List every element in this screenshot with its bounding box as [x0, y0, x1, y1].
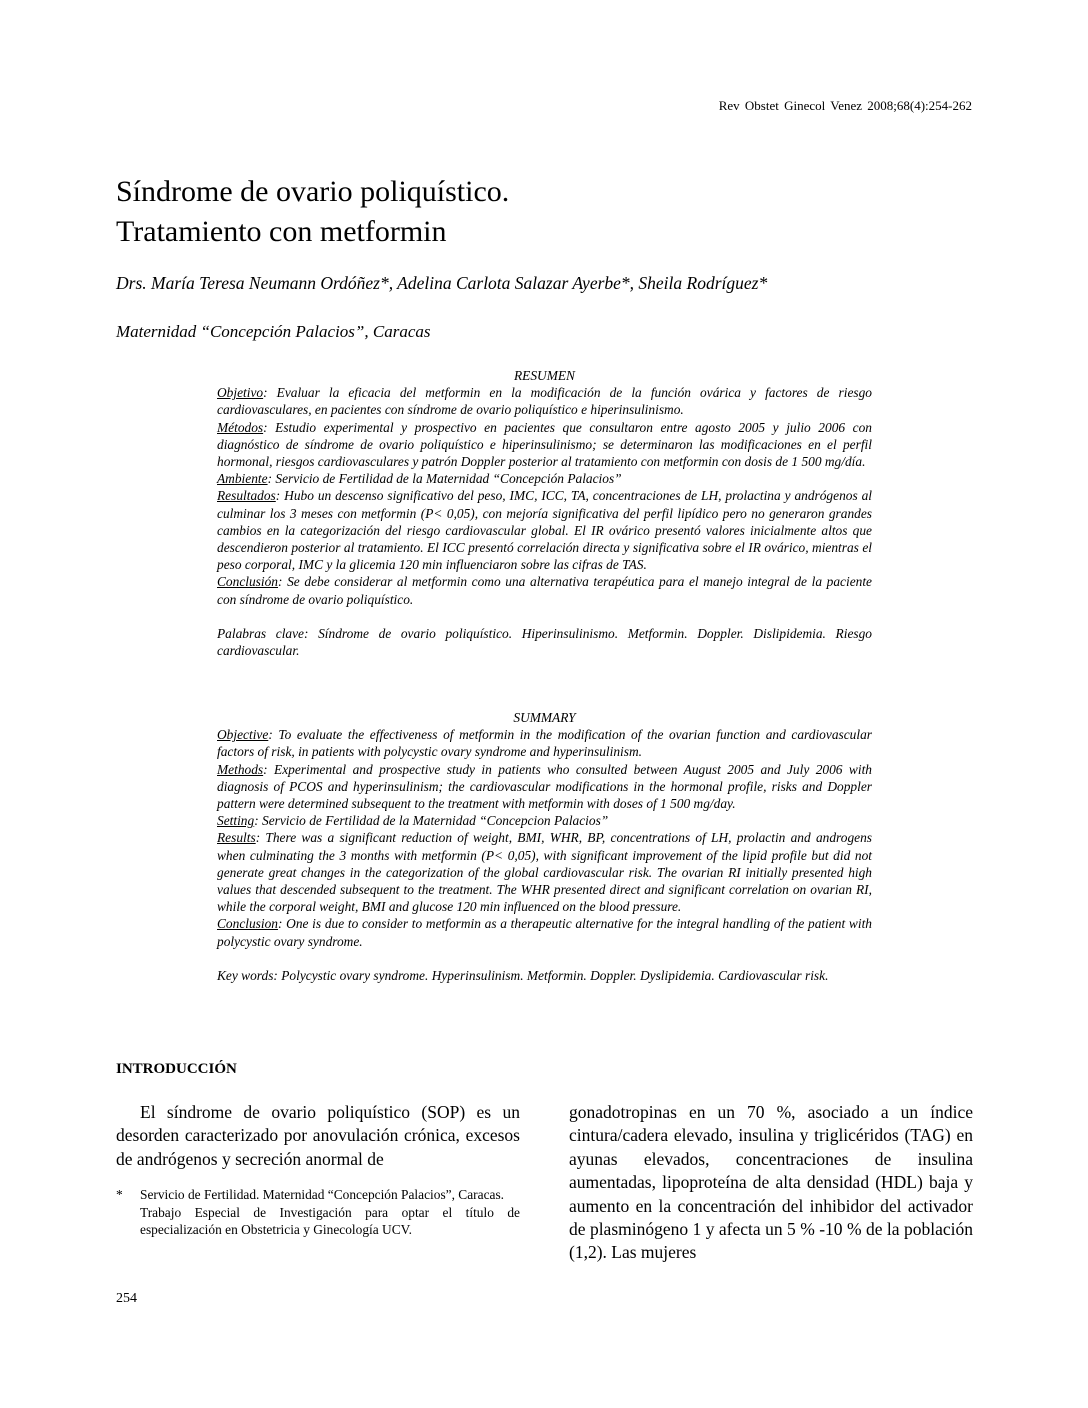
key-words: Key words: Polycystic ovary syndrome. Hyperinsulinism. Metformin. Doppler. Dyslipidemia. Cardiovascular risk.	[217, 967, 829, 983]
resumen-heading: RESUMEN	[514, 368, 575, 383]
introduction-heading: INTRODUCCIÓN	[116, 1061, 237, 1077]
footnote-line-2: Trabajo Especial de Investigación para optar el título de especialización en Obstetricia y Ginecología UCV.	[140, 1204, 520, 1237]
resumen-conclusion	[217, 573, 872, 607]
resultados-text: : Hubo un descenso significativo del peso, IMC, ICC, TA, concentraciones de LH, prolactina y andrógenos al culminar los 3 meses con metformin (P< 0,05), con mejoría significativa del perfil lipídico pero no generaron grandes cambios en la categorización del riesgo cardiovascular global. El IR ovárico presentó valores inicialmente altos que descendieron posterior al tratamiento. El ICC presentó correlación directa y significativa sobre el IR ovárico, mientras el peso corporal, IMC y la glicemia 120 min influenciaron sobre las cifras de TAS.	[217, 488, 872, 573]
resultados-label: Resultados	[217, 488, 276, 504]
resumen-ambiente	[217, 470, 872, 487]
affiliation: Maternidad “Concepción Palacios”, Caracas	[116, 322, 431, 341]
resumen-objetivo	[217, 384, 872, 418]
journal-reference: Rev Obstet Ginecol Venez 2008;68(4):254-262	[718, 98, 972, 113]
results-label: Results	[217, 830, 256, 846]
ambiente-label: Ambiente	[217, 471, 268, 487]
ambiente-text: : Servicio de Fertilidad de la Maternidad “Concepción Palacios”	[267, 471, 622, 487]
palabras-clave: Palabras clave: Síndrome de ovario poliquístico. Hiperinsulinismo. Metformin. Doppler. Dislipidemia. Riesgo cardiovascular.	[217, 625, 872, 659]
conclusion-label-en: Conclusion	[217, 916, 279, 932]
metodos-label: Métodos	[217, 419, 264, 435]
objective-label: Objective	[217, 727, 269, 743]
resumen-metodos	[217, 419, 872, 471]
resumen-block	[217, 367, 872, 659]
summary-heading: SUMMARY	[513, 710, 576, 725]
summary-results	[217, 829, 872, 915]
results-text: : There was a significant reduction of weight, BMI, WHR, BP, concentrations of LH, prolactin and androgens when culminating the 3 months with metformin (P< 0,05), with significant improvement of the lipid profile but did not generate great changes in the categorization of the global cardiovascular risk. The ovarian RI initially presented high values that descended subsequent to the treatment. The WHR presented direct and significant correlation on ovarian RI, while the corporal weight, BMI and glucose 120 min influenced on the blood pressure.	[217, 830, 872, 915]
objective-text: : To evaluate the effectiveness of metformin in the modification of the ovarian function and cardiovascular factors of risk, in patients with polycystic ovary syndrome and hyperinsulinism.	[217, 727, 872, 760]
resumen-resultados	[217, 487, 872, 573]
body-column-left	[116, 1101, 520, 1171]
conclusion-label: Conclusión	[217, 574, 279, 590]
title-line-2: Tratamiento con metformin	[116, 215, 447, 248]
title-line-1: Síndrome de ovario poliquístico.	[116, 175, 510, 208]
summary-objective	[217, 726, 872, 760]
footnote-marker: *	[116, 1187, 123, 1202]
conclusion-text: : Se debe considerar al metformin como una alternativa terapéutica para el manejo integral de la paciente con síndrome de ovario poliquístico.	[217, 574, 872, 607]
conclusion-text-en: : One is due to consider to metformin as a therapeutic alternative for the integral handling of the patient with polycystic ovary syndrome.	[217, 916, 872, 949]
spacer	[217, 950, 872, 967]
intro-paragraph-right: gonadotropinas en un 70 %, asociado a un índice cintura/cadera elevado, insulina y triglicéridos (TAG) en ayunas elevados, concentraciones de insulina aumentadas, lipoproteína de alta densidad (HDL) baja y aumento en la concentración del inhibidor del activador de plasminógeno 1 y afecta un 5 % -10 % de la población (1,2). Las mujeres	[569, 1102, 973, 1263]
setting-label: Setting	[217, 813, 255, 829]
summary-setting	[217, 812, 872, 829]
metodos-text: : Estudio experimental y prospectivo en pacientes que consultaron entre agosto 2005 y julio 2006 con diagnóstico de síndrome de ovario poliquístico e hiperinsulinismo; se determinaron las modificaciones en el perfil hormonal, riesgos cardiovasculares y patrón Doppler posterior al tratamiento con metformin con dosis de 1 500 mg/día.	[217, 419, 872, 470]
summary-methods	[217, 761, 872, 813]
page-number: 254	[116, 1291, 137, 1306]
summary-conclusion	[217, 915, 872, 949]
summary-block	[217, 709, 872, 984]
setting-text: : Servicio de Fertilidad de la Maternidad “Concepcion Palacios”	[254, 813, 609, 829]
methods-text: : Experimental and prospective study in patients who consulted between August 2005 and July 2006 with diagnosis of PCOS and hyperinsulinism; the cardiovascular modifications in the hormonal profile, risks and Doppler pattern were determined subsequent to the treatment with metformin with doses of 1 500 mg/day.	[217, 761, 872, 812]
objetivo-text: : Evaluar la eficacia del metformin en la modificación de la función ovárica y factores de riesgo cardiovasculares, en pacientes con síndrome de ovario poliquístico e hiperinsulinismo.	[217, 385, 872, 418]
body-column-right	[569, 1101, 973, 1265]
spacer	[217, 608, 872, 625]
methods-label: Methods	[217, 761, 264, 777]
footnote-line-1: Servicio de Fertilidad. Maternidad “Concepción Palacios”, Caracas.	[140, 1187, 505, 1202]
footnote	[116, 1186, 520, 1239]
objetivo-label: Objetivo	[217, 385, 264, 401]
author-list: Drs. María Teresa Neumann Ordóñez*, Adelina Carlota Salazar Ayerbe*, Sheila Rodríguez*	[116, 273, 768, 293]
intro-paragraph-left: El síndrome de ovario poliquístico (SOP) es un desorden caracterizado por anovulación crónica, excesos de andrógenos y secreción anormal de	[116, 1102, 520, 1169]
article-title	[116, 172, 509, 252]
